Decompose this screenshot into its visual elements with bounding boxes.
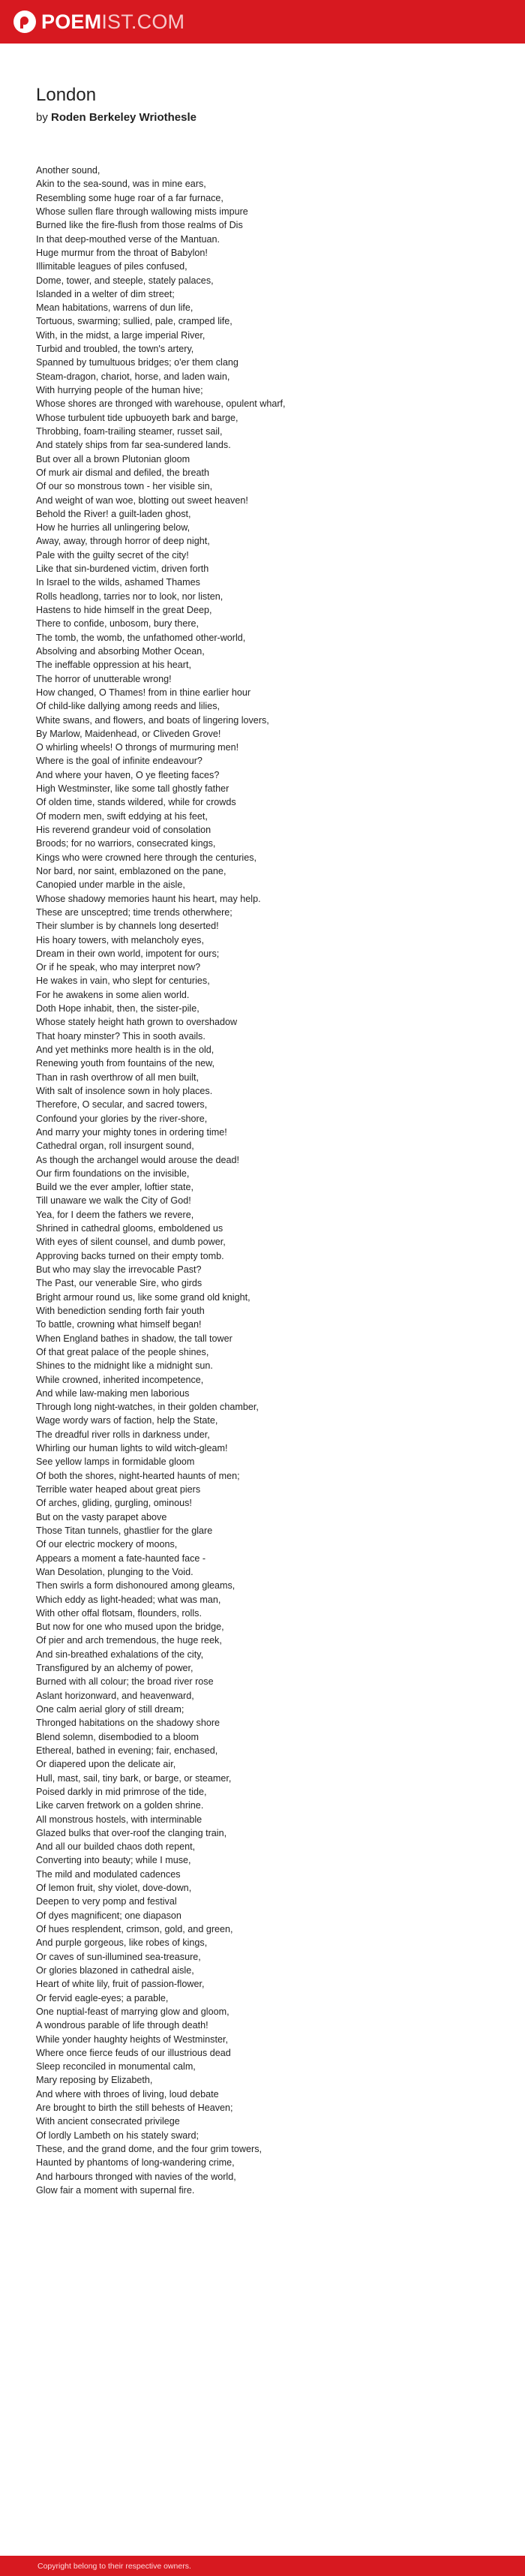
poem-line: Turbid and troubled, the town's artery, — [36, 344, 194, 355]
poem-line: These are unsceptred; time trends otherwhere; — [36, 906, 232, 918]
poem-line: Heart of white lily, fruit of passion-flower, — [36, 1979, 205, 1990]
poem-line: Away, away, through horror of deep night, — [36, 536, 210, 547]
poem-line: Till unaware we walk the City of God! — [36, 1195, 191, 1207]
poem-line: Where is the goal of infinite endeavour? — [36, 756, 202, 767]
poem-line: Of arches, gliding, gurgling, ominous! — [36, 1498, 192, 1509]
poem-line: Poised darkly in mid primrose of the tide, — [36, 1786, 207, 1797]
poem-line: His reverend grandeur void of consolation — [36, 825, 212, 835]
byline — [36, 110, 196, 125]
poem-line: Shines to the midnight like a midnight sun. — [36, 1360, 213, 1372]
poem-line: Burned like the fire-flush from those realms of Dis — [36, 220, 243, 231]
poem-line: Hull, mast, sail, tiny bark, or barge, or steamer, — [36, 1772, 232, 1784]
poem-line: And yet methinks more health is in the old, — [36, 1045, 214, 1055]
poem-line: Wage wordy wars of faction, help the State, — [36, 1415, 218, 1426]
poem-line: The Past, our venerable Sire, who girds — [36, 1278, 202, 1289]
poem-line: Than in rash overthrow of all men built, — [36, 1072, 199, 1083]
poem-line: With other offal flotsam, flounders, rolls. — [36, 1607, 202, 1619]
poem-line: With hurrying people of the human hive; — [36, 385, 203, 395]
poem-line: But who may slay the irrevocable Past? — [36, 1264, 202, 1275]
poem-line: Rolls headlong, tarries nor to look, nor listen, — [36, 591, 224, 602]
logo-text-light: IST.COM — [101, 11, 185, 33]
poem-line: But on the vasty parapet above — [36, 1511, 167, 1522]
site-footer — [0, 2556, 525, 2576]
poem-line: Of both the shores, night-hearted haunts of men; — [36, 1470, 240, 1481]
poem-line: Sleep reconciled in monumental calm, — [36, 2061, 196, 2073]
poem-line: Like carven fretwork on a golden shrine. — [36, 1800, 204, 1811]
poem-line: Of modern men, swift eddying at his feet, — [36, 810, 208, 822]
poem-line: How he hurries all unlingering below, — [36, 522, 190, 534]
poem-line: Whose shores are thronged with warehouse, opulent wharf, — [36, 398, 286, 410]
poem-line: His hoary towers, with melancholy eyes, — [36, 934, 204, 945]
poem-line: Appears a moment a fate-haunted face - — [36, 1553, 206, 1564]
poem-line: The dreadful river rolls in darkness under, — [36, 1429, 210, 1440]
poem-line: In Israel to the wilds, ashamed Thames — [36, 577, 200, 588]
site-header — [0, 0, 525, 44]
poem-line: Aslant horizonward, and heavenward, — [36, 1690, 194, 1701]
poem-line: Shrined in cathedral glooms, emboldened us — [36, 1223, 224, 1234]
poem-body — [36, 164, 501, 2197]
poem-line: Where once fierce feuds of our illustrious dead — [36, 2047, 231, 2058]
poem-line: Bright armour round us, like some grand old knight, — [36, 1291, 250, 1303]
poem-line: Which eddy as light-headed; what was man, — [36, 1594, 221, 1605]
poem-line: Confound your glories by the river-shore, — [36, 1113, 208, 1124]
poem-line: And stately ships from far sea-sundered lands. — [36, 440, 231, 451]
poem-line: Those Titan tunnels, ghastlier for the glare — [36, 1525, 213, 1536]
poem-line: Whose shadowy memories haunt his heart, may help. — [36, 893, 261, 904]
poem-line: Steam-dragon, chariot, horse, and laden wain, — [36, 371, 230, 382]
poem-line: And sin-breathed exhalations of the city, — [36, 1649, 204, 1660]
poem-line: Spanned by tumultuous bridges; o'er them clang — [36, 357, 238, 368]
poem-line: Whose sullen flare through wallowing mists impure — [36, 206, 248, 217]
poem-line: And all our builded chaos doth repent, — [36, 1841, 196, 1853]
poem-line: Thronged habitations on the shadowy shore — [36, 1718, 220, 1729]
poem-line: Wan Desolation, plunging to the Void. — [36, 1566, 194, 1577]
poem-line: White swans, and flowers, and boats of lingering lovers, — [36, 714, 269, 726]
poem-line: A wondrous parable of life through death! — [36, 2020, 208, 2031]
poem-line: Nor bard, nor saint, emblazoned on the pane, — [36, 865, 226, 876]
poem-line: Like that sin-burdened victim, driven forth — [36, 564, 209, 575]
poem-line: Burned with all colour; the broad river rose — [36, 1676, 214, 1688]
poem-line: Pale with the guilty secret of the city! — [36, 549, 189, 561]
poem-line: How changed, O Thames! from in thine earlier hour — [36, 687, 251, 698]
poem-line: Whose stately height hath grown to overshadow — [36, 1017, 238, 1028]
poem-line: Transfigured by an alchemy of power, — [36, 1663, 194, 1674]
poem-line: Ethereal, bathed in evening; fair, enchased, — [36, 1745, 218, 1756]
poem-line: With, in the midst, a large imperial River, — [36, 329, 206, 341]
poem-line: Through long night-watches, in their golden chamber, — [36, 1402, 259, 1413]
poem-line: Doth Hope inhabit, then, the sister-pile, — [36, 1003, 200, 1014]
poem-line: Of olden time, stands wildered, while for crowds — [36, 797, 236, 808]
poem-line: With salt of insolence sown in holy places. — [36, 1085, 213, 1096]
poem-line: While yonder haughty heights of Westminster, — [36, 2033, 228, 2045]
site-logo[interactable] — [14, 8, 184, 35]
poem-line: Of our so monstrous town - her visible sin, — [36, 481, 213, 492]
poem-line: Of our electric mockery of moons, — [36, 1539, 178, 1550]
poem-line: One nuptial-feast of marrying glow and gloom, — [36, 2006, 230, 2017]
poem-line: Behold the River! a guilt-laden ghost, — [36, 508, 191, 519]
poem-line: Akin to the sea-sound, was in mine ears, — [36, 179, 206, 190]
poem-line: Our firm foundations on the invisible, — [36, 1168, 190, 1179]
poem-line: Illimitable leagues of piles confused, — [36, 261, 188, 272]
poem-line: Whirling our human lights to wild witch-gleam! — [36, 1443, 228, 1454]
poem-line: O whirling wheels! O throngs of murmuring men! — [36, 742, 239, 753]
poem-line: With benediction sending forth fair youth — [36, 1305, 205, 1316]
poem-line: Hastens to hide himself in the great Deep, — [36, 605, 212, 615]
poem-line: Blend solemn, disembodied to a bloom — [36, 1731, 200, 1742]
poem-line: Whose turbulent tide upbuoyeth bark and barge, — [36, 412, 238, 423]
poem-line: Of pier and arch tremendous, the huge reek, — [36, 1635, 222, 1646]
poem-line: And where with throes of living, loud debate — [36, 2088, 219, 2100]
poem-line: Build we the ever ampler, loftier state, — [36, 1182, 194, 1193]
poem-line: Haunted by phantoms of long-wandering crime, — [36, 2157, 235, 2169]
poem-line: As though the archangel would arouse the dead! — [36, 1154, 239, 1165]
poem-line: By Marlow, Maidenhead, or Cliveden Grove! — [36, 728, 221, 739]
poem-line: Of lemon fruit, shy violet, dove-down, — [36, 1883, 192, 1894]
poem-line: Huge murmur from the throat of Babylon! — [36, 247, 208, 258]
poem-line: Cathedral organ, roll insurgent sound, — [36, 1141, 194, 1152]
poem-line: Or diapered upon the delicate air, — [36, 1759, 176, 1770]
poem-line: He wakes in vain, who slept for centuries, — [36, 975, 210, 987]
poem-line: But over all a brown Plutonian gloom — [36, 453, 190, 464]
poem-line: Or fervid eagle-eyes; a parable, — [36, 1992, 169, 2003]
poem-line: Converting into beauty; while I muse, — [36, 1855, 191, 1866]
poem-line: Mean habitations, warrens of dun life, — [36, 302, 194, 314]
poem-line: That hoary minster? This in sooth avails. — [36, 1030, 206, 1042]
poem-line: Yea, for I deem the fathers we revere, — [36, 1209, 194, 1220]
poem-line: To battle, crowning what himself began! — [36, 1319, 202, 1330]
poem-title: London — [36, 85, 97, 105]
poem-line: Or caves of sun-illumined sea-treasure, — [36, 1951, 201, 1962]
poem-line: Approving backs turned on their empty tomb. — [36, 1250, 224, 1261]
poem-line: And where your haven, O ye fleeting faces? — [36, 769, 220, 780]
poem-line: Of murk air dismal and defiled, the breath — [36, 467, 209, 478]
poem-line: But now for one who mused upon the bridge, — [36, 1622, 224, 1633]
poem-line: When England bathes in shadow, the tall tower — [36, 1333, 232, 1344]
poem-line: In that deep-mouthed verse of the Mantuan. — [36, 233, 220, 245]
poem-line: Tortuous, swarming; sullied, pale, cramped life, — [36, 316, 232, 327]
poem-line: Canopied under marble in the aisle, — [36, 879, 185, 891]
poem-line: Therefore, O secular, and sacred towers, — [36, 1099, 208, 1111]
poem-line: Dome, tower, and steeple, stately palaces, — [36, 275, 214, 286]
author-link[interactable]: Roden Berkeley Wriothesle — [51, 111, 196, 124]
poem-line: Deepen to very pomp and festival — [36, 1896, 177, 1907]
poem-line: With eyes of silent counsel, and dumb power, — [36, 1237, 226, 1248]
poem-line: And harbours thronged with navies of the world, — [36, 2171, 236, 2182]
poem-line: Their slumber is by channels long deserted! — [36, 921, 219, 932]
poem-line: Of lordly Lambeth on his stately sward; — [36, 2130, 199, 2141]
poem-line: For he awakens in some alien world. — [36, 989, 190, 1000]
poem-line: The ineffable oppression at his heart, — [36, 660, 191, 671]
poem-line: Throbbing, foam-trailing steamer, russet sail, — [36, 425, 223, 437]
poem-line: With ancient consecrated privilege — [36, 2116, 180, 2127]
poem-line: There to confide, unbosom, bury there, — [36, 618, 200, 630]
poem-line: Another sound, — [36, 165, 100, 176]
poem-line: Of hues resplendent, crimson, gold, and green, — [36, 1924, 233, 1934]
poem-line: The mild and modulated cadences — [36, 1868, 181, 1880]
poem-line: One calm aerial glory of still dream; — [36, 1704, 184, 1715]
poem-line: Glazed bulks that over-roof the clanging train, — [36, 1827, 227, 1838]
poemist-logo-icon — [14, 11, 36, 33]
poem-line: Of dyes magnificent; one diapason — [36, 1910, 182, 1921]
poem-line: Of child-like dallying among reeds and lilies, — [36, 701, 220, 712]
poem-line: See yellow lamps in formidable gloom — [36, 1456, 195, 1468]
poem-line: The horror of unutterable wrong! — [36, 673, 172, 684]
poem-line: Glow fair a moment with supernal fire. — [36, 2184, 195, 2196]
poem-line: Of that great palace of the people shines, — [36, 1346, 209, 1357]
poem-line: Kings who were crowned here through the centuries, — [36, 852, 257, 863]
by-label: by — [36, 111, 48, 124]
poem-line: While crowned, inherited incompetence, — [36, 1374, 204, 1385]
poem-line: Terrible water heaped about great piers — [36, 1484, 201, 1495]
poem-line: These, and the grand dome, and the four grim towers, — [36, 2144, 262, 2154]
poem-line: Dream in their own world, impotent for ours; — [36, 948, 220, 959]
poem-line: Islanded in a welter of dim street; — [36, 288, 175, 299]
poem-line: And marry your mighty tones in ordering time! — [36, 1126, 227, 1138]
poem-line: Or glories blazoned in cathedral aisle, — [36, 1964, 194, 1976]
logo-text-bold: POEM — [41, 11, 102, 33]
poem-line: Renewing youth from fountains of the new, — [36, 1058, 215, 1069]
poem-line: And while law-making men laborious — [36, 1387, 190, 1399]
poem-line: Absolving and absorbing Mother Ocean, — [36, 645, 205, 657]
copyright-text: Copyright belong to their respective owners. — [38, 2562, 191, 2571]
logo-wordmark — [41, 8, 184, 35]
poem-line: All monstrous hostels, with interminable — [36, 1814, 202, 1825]
poem-line: Or if he speak, who may interpret now? — [36, 962, 201, 973]
poem-line: The tomb, the womb, the unfathomed other-world, — [36, 632, 246, 643]
poem-line: High Westminster, like some tall ghostly father — [36, 783, 230, 795]
poem-line: And purple gorgeous, like robes of kings, — [36, 1937, 208, 1949]
poem-line: Then swirls a form dishonoured among gleams, — [36, 1580, 236, 1592]
poem-line: Are brought to birth the still behests of Heaven; — [36, 2103, 233, 2114]
poem-line: And weight of wan woe, blotting out sweet heaven! — [36, 494, 248, 506]
poem-line: Resembling some huge roar of a far furnace, — [36, 192, 224, 203]
poem-line: Broods; for no warriors, consecrated kings, — [36, 838, 216, 849]
poem-line: Mary reposing by Elizabeth, — [36, 2075, 153, 2086]
